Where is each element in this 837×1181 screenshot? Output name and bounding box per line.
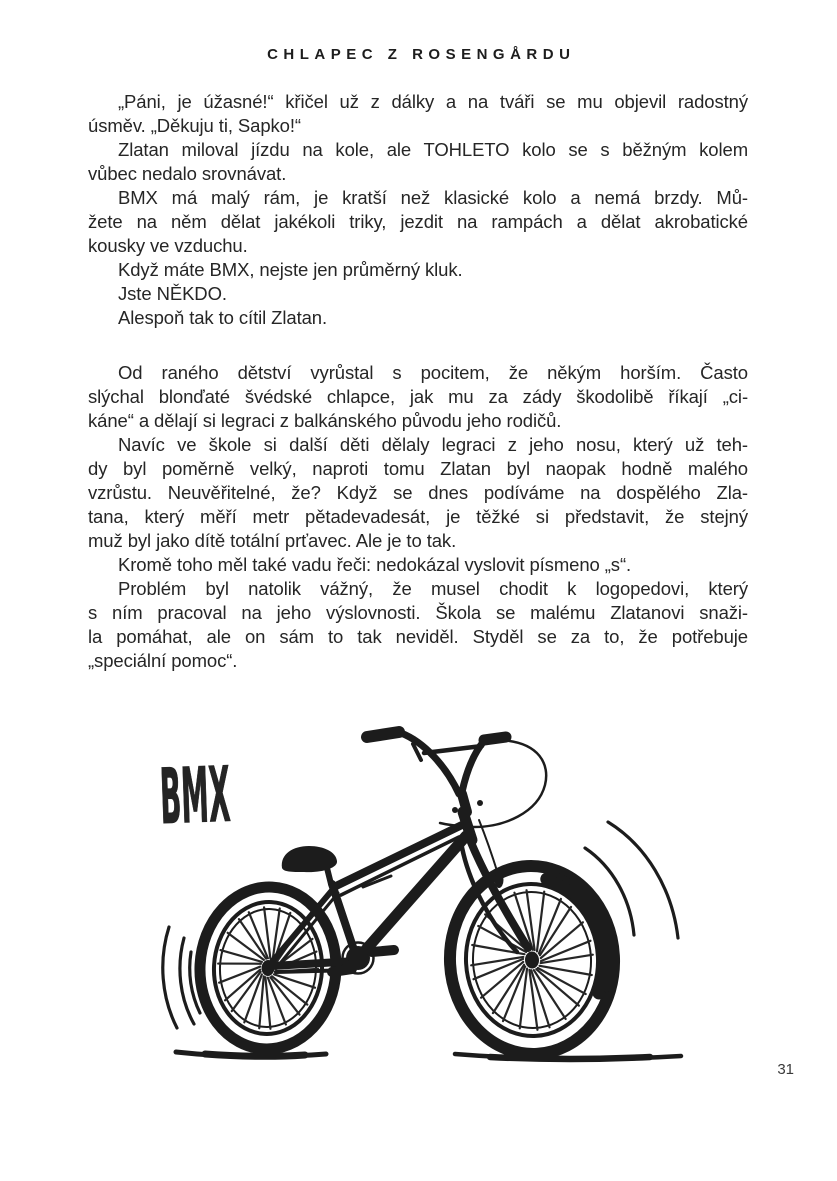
crank-pedals xyxy=(332,943,394,974)
text-line: BMX má malý rám, je kratší než klasické kolo a nemá brzdy. Mů- xyxy=(118,187,748,208)
paragraph xyxy=(88,433,748,553)
text-line: „Páni, je úžasné!“ křičel už z dálky a na tváři se mu objevil radostný xyxy=(118,91,748,112)
motion-lines-right xyxy=(585,822,678,938)
text-line: s ním pracoval na jeho výslovnosti. Škola se malému Zlatanovi snaži- xyxy=(88,602,748,623)
text-line: úsměv. „Děkuju ti, Sapko!“ xyxy=(88,115,301,136)
text-line: la pomáhat, ale on sám to tak neviděl. Styděl se za to, že potřebuje xyxy=(88,626,748,647)
text-line: vzrůstu. Neuvěřitelné, že? Když se dnes podíváme na dospělého Zla- xyxy=(88,482,748,503)
text-line: Problém byl natolik vážný, že musel chodit k logopedovi, který xyxy=(118,578,748,599)
handlebars xyxy=(367,732,506,812)
text-line: dy byl poměrně velký, naproti tomu Zlatan byl naopak hodně malého xyxy=(88,458,748,479)
bike-frame xyxy=(272,800,528,972)
text-line: Alespoň tak to cítil Zlatan. xyxy=(118,307,328,328)
text-line: „speciální pomoc“. xyxy=(88,650,238,671)
text-block xyxy=(88,90,748,673)
text-line: káne“ a dělají si legraci z balkánského původu jeho rodičů. xyxy=(88,410,562,431)
paragraph xyxy=(88,282,748,306)
page-number: 31 xyxy=(777,1061,794,1078)
motion-lines-left xyxy=(163,927,200,1028)
rear-wheel xyxy=(196,884,340,1053)
text-line: Zlatan miloval jízdu na kole, ale TOHLETO kolo se s běžným kolem xyxy=(118,139,748,160)
text-line: Od raného dětství vyrůstal s pocitem, že někým horším. Často xyxy=(118,362,748,383)
text-section xyxy=(88,361,748,673)
text-line: kousky ve vzduchu. xyxy=(88,235,248,256)
paragraph xyxy=(88,553,748,577)
text-line: tana, který měří metr pětadevadesát, je těžké si představit, že stejný xyxy=(88,506,748,527)
bmx-label: BMX xyxy=(158,745,354,842)
paragraph xyxy=(88,577,748,673)
text-section xyxy=(88,90,748,330)
text-line: slýchal blonďaté švédské chlapce, jak mu za zády škodolibě říkají „ci- xyxy=(88,386,748,407)
paragraph xyxy=(88,258,748,282)
text-line: vůbec nedalo srovnávat. xyxy=(88,163,287,184)
paragraph xyxy=(88,90,748,138)
paragraph xyxy=(88,361,748,433)
tread-hatch-marks xyxy=(547,876,607,998)
text-line: Jste NĚKDO. xyxy=(118,283,227,304)
paragraph xyxy=(88,138,748,186)
front-wheel xyxy=(445,862,619,1058)
page-header: CHLAPEC Z ROSENGÅRDU xyxy=(267,46,576,63)
brake-cable xyxy=(440,740,546,888)
text-line: Když máte BMX, nejste jen průměrný kluk. xyxy=(118,259,463,280)
text-line: žete na něm dělat jakékoli triky, jezdit na rampách a dělat akrobatické xyxy=(88,211,748,232)
paragraph xyxy=(88,186,748,258)
text-line: Navíc ve škole si další děti dělaly legraci z jeho nosu, který už teh- xyxy=(118,434,748,455)
paragraph xyxy=(88,306,748,330)
ground-shadows xyxy=(176,1052,681,1059)
text-line: Kromě toho měl také vadu řeči: nedokázal vyslovit písmeno „s“. xyxy=(118,554,632,575)
text-line: muž byl jako dítě totální prťavec. Ale je to tak. xyxy=(88,530,457,551)
seat xyxy=(282,846,337,884)
